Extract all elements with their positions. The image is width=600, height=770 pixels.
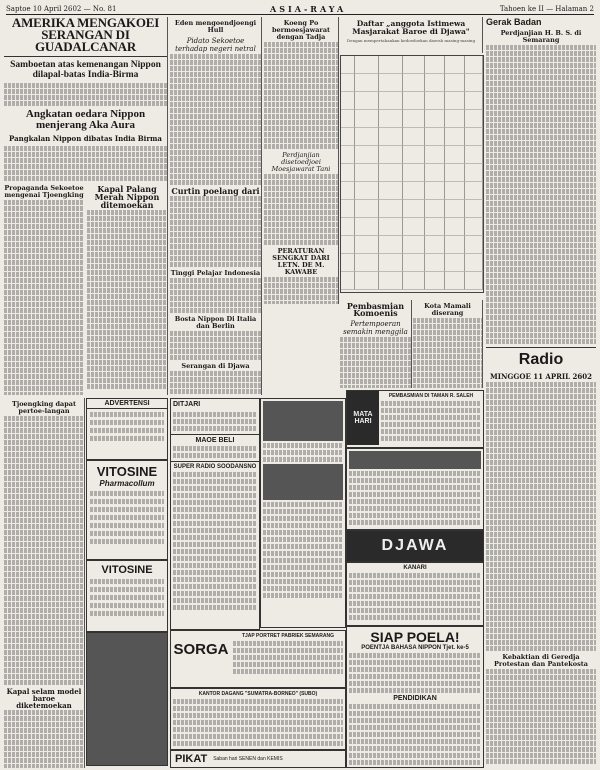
radio-headline: Radio: [518, 351, 564, 368]
column-2: [170, 17, 262, 395]
section-kapal-selam: Kapal selam model baroe diketemoekan: [6, 687, 82, 710]
section-propaganda: Propaganda Sekoetoe mengenai Tjoengking: [4, 184, 84, 199]
ad-sorga: [170, 630, 346, 688]
masthead-date: Saptoe 10 April 2602 — No. 81: [6, 4, 117, 13]
pembasmian-headline: Pembasmian Komoenis: [346, 301, 405, 318]
ad-sorga-title: SORGA: [173, 641, 229, 658]
ad-bioscoop-title: PEMBASMIAN DI TAMAN R. SALEH: [388, 393, 474, 399]
ad-pikat-sub: Saban hari SENEN dan KEMIS: [213, 756, 283, 762]
ad-vitosine: [86, 460, 168, 560]
kebaktian-headline: Kebaktian di Geredja Protestan dan Pantekosta: [494, 653, 588, 668]
hbs-headline: Perdjanjian H. B. S. di Semarang: [500, 29, 582, 44]
column-3: [264, 17, 339, 304]
ad-cinema-2: [346, 448, 484, 530]
section-kapal: Kapal Palang Merah Nippon ditemoekan: [94, 184, 160, 210]
members-table: [340, 55, 484, 293]
ad-siap-title: SIAP POELA!: [370, 629, 460, 645]
ad-pharma-title: Pharmacollum: [99, 479, 155, 488]
column-4-lower-b: [413, 300, 483, 388]
curtin-headline: Curtin poelang dari: [171, 186, 260, 196]
gerak-badan-headline: Gerak Badan: [486, 17, 542, 27]
koeng-po-headline: Koeng Po bermoesjawarat dengan Tadja: [271, 19, 331, 41]
pelajar-headline: Tinggi Pelajar Indonesia: [170, 269, 261, 277]
serangan-headline: Serangan di Djawa: [181, 362, 250, 370]
ad-djawa-title: DJAWA: [381, 537, 449, 554]
radio-sub: MINGGOE 11 APRIL 2602: [489, 372, 593, 381]
ad-column-middle: [170, 398, 260, 630]
masthead-title: ASIA-RAYA: [270, 3, 347, 14]
ad-bioscoop: [346, 390, 484, 448]
ad-siap-poela: [346, 626, 484, 768]
column-5: [486, 17, 596, 765]
ad-pikat: [170, 750, 346, 768]
subheadline-2: Angkatan oedara Nippon menjerang Aka Aura: [25, 108, 146, 131]
ad-kenari: [346, 562, 484, 626]
peraturan-headline: PERATURAN SENGKAT DARI LETN. DE M. KAWABE: [272, 247, 330, 276]
ad-ditjari-title: DITJARI: [173, 401, 201, 408]
ad-photo: [263, 401, 343, 441]
section-tjoengking: Tjoengking dapat pertoe-langan: [12, 400, 76, 415]
headline: AMERIKA MENGAKOEI SERANGAN DI GUADALCANAR: [11, 17, 160, 54]
subheadline: Samboetan atas kemenangan Nippon dilapal-batas India-Birma: [10, 60, 161, 80]
ad-mata-hari: MATA HARI: [347, 391, 379, 445]
ad-column-middle-2: [260, 398, 346, 628]
ad-advertensi: [86, 398, 168, 460]
ad-vitosine-title: VITOSINE: [96, 464, 158, 479]
ad-vitosine-2-title: VITOSINE: [101, 564, 153, 576]
ad-advertensi-title: ADVERTENSI: [87, 399, 167, 409]
bosta-headline: Bosta Nippon Di Italia dan Berlin: [174, 315, 257, 330]
ad-maoe-beli-title: MAOE BELI: [171, 434, 259, 444]
ad-kantor: [170, 688, 346, 750]
mamali-headline: Kota Mamali diserang: [424, 302, 471, 317]
ad-pikat-title: PIKAT: [175, 753, 208, 765]
ad-vitosine-2: [86, 560, 168, 632]
subheadline-2-sub: Pangkalan Nippon dibatas India Birma: [9, 134, 162, 143]
ad-kenari-title: KANARI: [403, 565, 427, 571]
pembasmian-sub: Pertempoeran semakin menggila: [343, 320, 408, 336]
ad-pendidikan-title: PENDIDIKAN: [393, 695, 437, 702]
ad-kantor-title: KANTOR DAGANG "SUMATRA-BORNEO" (SUBO): [198, 691, 318, 697]
eden-headline: Eden mengoendjoengi Hull: [174, 19, 257, 34]
ad-studio-title: SUPER RADIO SOODANSNO: [171, 461, 259, 470]
ad-djawa: [346, 530, 484, 562]
masthead: [6, 3, 594, 15]
column-4-lower-a: [340, 300, 412, 388]
perdjanjian-headline: Perdjanjian disetoedjoei Moesjawarat Tani: [271, 151, 331, 173]
daftar-note: Dengan mempertahankan kedoedoekan daerah masing-masing: [346, 38, 476, 43]
column-4: [340, 17, 483, 53]
ad-siap-sub: POENTJA BAHASA NIPPON Tjet. ke-5: [361, 645, 469, 651]
column-1: [4, 17, 168, 395]
daftar-headline: Daftar „anggota Istimewa Masjarakat Baroe di Djawa": [352, 19, 470, 36]
column-1-lower: [4, 398, 85, 768]
ad-illustration: [86, 632, 168, 766]
ad-tjap-title: TJAP PORTRET PABRIEK SEMARANG: [241, 633, 335, 639]
masthead-page: Tahoen ke II — Halaman 2: [499, 4, 594, 13]
eden-sub: Pidato Sekoetoe terhadap negeri netral: [175, 37, 256, 53]
